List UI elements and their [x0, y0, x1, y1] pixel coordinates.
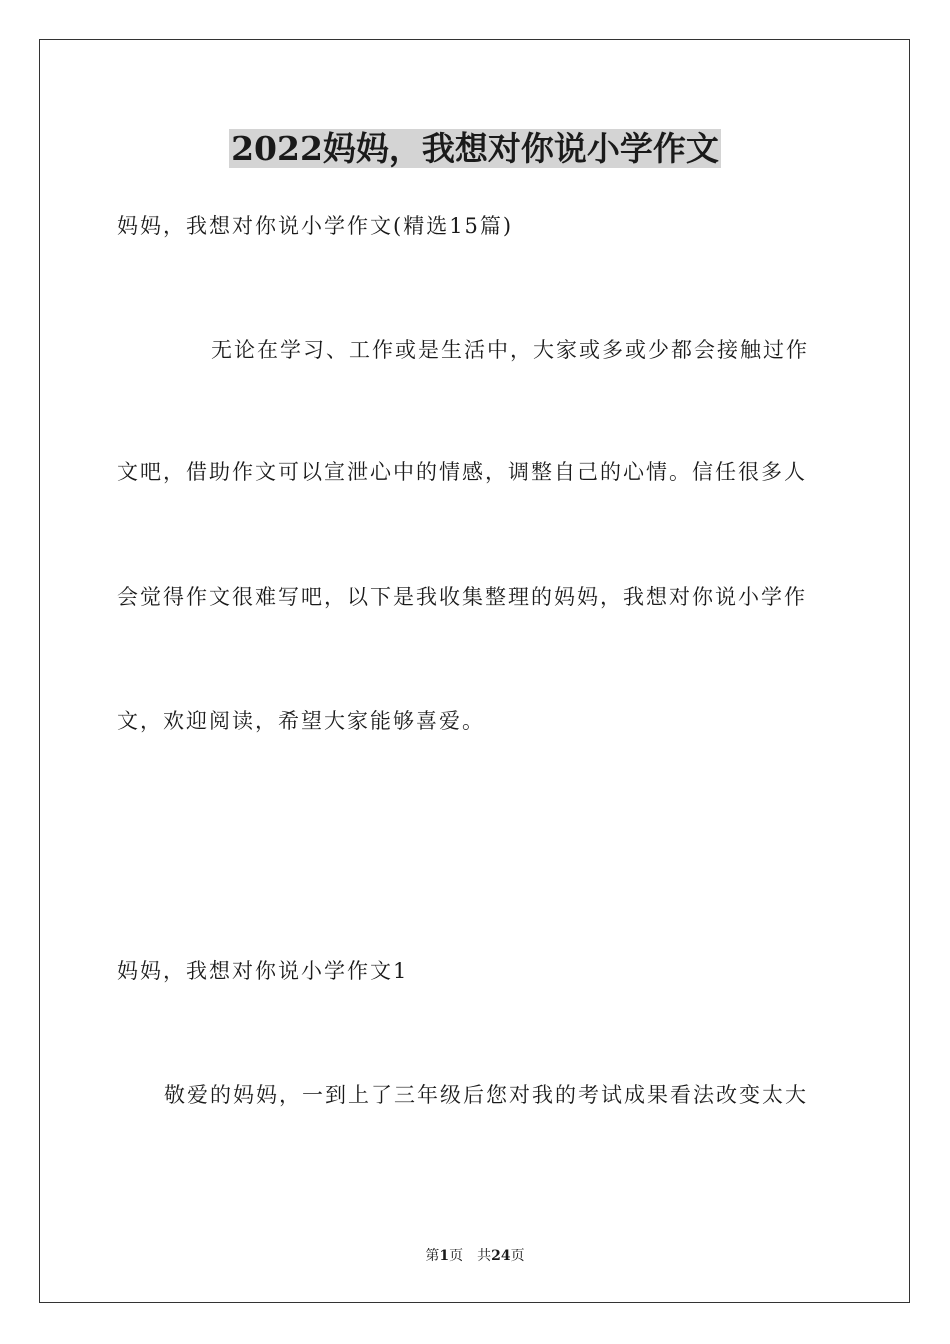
footer-page-prefix: 第 [425, 1248, 440, 1264]
document-title [0, 128, 950, 170]
page-footer [0, 1247, 950, 1265]
footer-total-prefix: 共 [477, 1248, 492, 1264]
intro-paragraph-line-3: 会觉得作文很难写吧，以下是我收集整理的妈妈，我想对你说小学作 [117, 585, 807, 609]
footer-total-suffix: 页 [510, 1248, 525, 1264]
footer-page-number: 1 [439, 1248, 450, 1264]
document-title-text: 2022妈妈，我想对你说小学作文 [231, 129, 719, 168]
intro-paragraph-line-2: 文吧，借助作文可以宣泄心中的情感，调整自己的心情。信任很多人 [117, 460, 807, 484]
intro-paragraph-line-1: 无论在学习、工作或是生活中，大家或多或少都会接触过作 [211, 338, 809, 362]
section-paragraph-line-1: 敬爱的妈妈，一到上了三年级后您对我的考试成果看法改变太大 [164, 1083, 808, 1107]
document-subtitle: 妈妈，我想对你说小学作文(精选15篇) [117, 214, 514, 238]
section-heading: 妈妈，我想对你说小学作文1 [117, 959, 409, 983]
footer-total-pages: 24 [491, 1248, 511, 1264]
footer-page-suffix: 页 [449, 1248, 464, 1264]
intro-paragraph-line-4: 文，欢迎阅读，希望大家能够喜爱。 [117, 709, 485, 733]
